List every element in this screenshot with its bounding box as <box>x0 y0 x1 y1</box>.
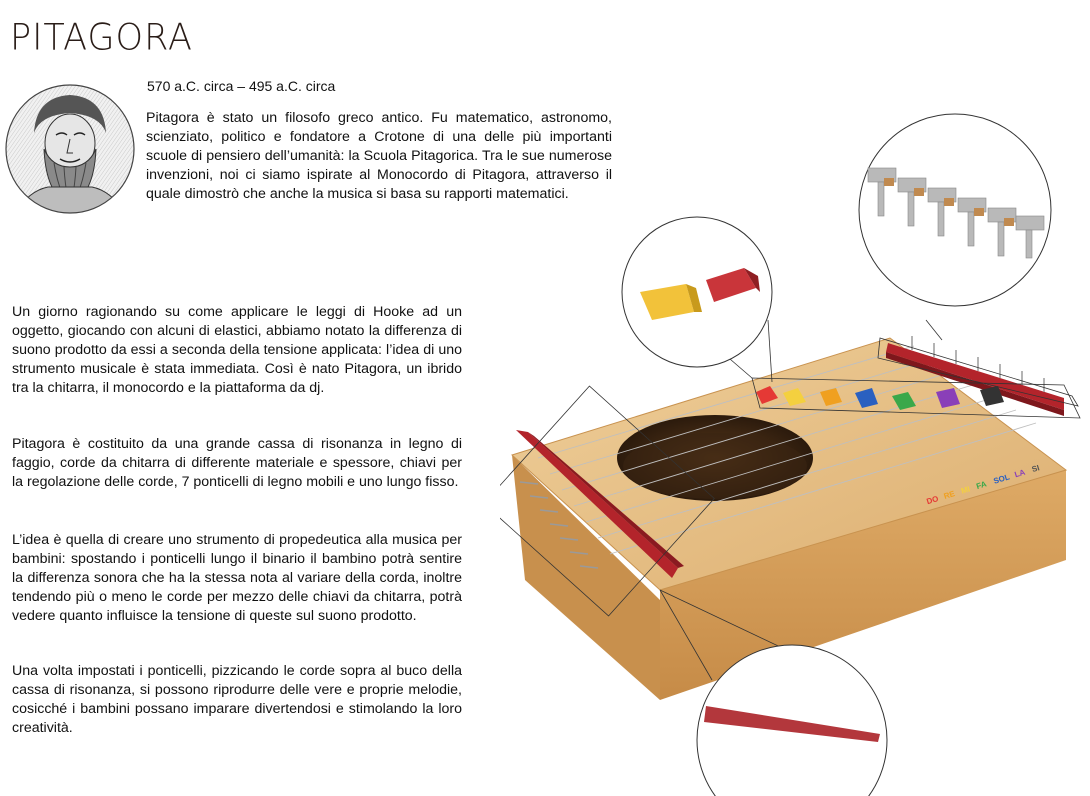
page-title: PITAGORA <box>10 17 193 59</box>
instrument-illustration <box>500 110 1090 796</box>
note-label-fa: FA <box>975 479 988 492</box>
zoom-movable-bridges <box>622 217 772 367</box>
note-label-mi: MI <box>959 484 972 496</box>
biography-text: Pitagora è stato un filosofo greco antico. Fu matematico, astronomo, scienziato, politico e fondatore a Crotone di una delle più importanti scuole di pensiero dell’umanità: la Scuola Pitagorica. Tra le sue numerose invenzioni, noi ci siamo ispirate al Monocordo di Pitagora, attraverso il quale dimostrò che anche la musica si basa su rapporti matematici. <box>146 110 612 202</box>
life-dates: 570 a.C. circa – 495 a.C. circa <box>147 78 336 94</box>
pythagoras-portrait <box>4 83 136 215</box>
paragraph-construction: Pitagora è costituito da una grande cassa di risonanza in legno di faggio, corde da chitarra di differente materiale e spessore, chiavi per la regolazione delle corde, 7 ponticelli di legno mobili e uno lungo fisso. <box>12 436 462 490</box>
paragraph-origin: Un giorno ragionando su come applicare le leggi di Hooke ad un oggetto, giocando con alcuni di elastici, abbiamo notato la differenza di suono prodotto da essi a seconda della tensione applicata: l’idea di uno strumento musicale è stata immediata. Così è nato Pitagora, un ibrido tra la chitarra, il monocordo e la piattaforma da dj. <box>12 304 462 396</box>
note-label-re: RE <box>942 489 956 501</box>
paragraph-idea: L’idea è quella di creare uno strumento di propedeutica alla musica per bambini: spostando i ponticelli lungo il binario il bambino potrà sentire la differenza sonora che ha la stessa nota al variare della corda, inoltre tendendo più o meno le corde per mezzo delle chiavi da chitarra, potrà vedere quanto influisce la tensione di queste sul suono prodotto. <box>12 532 462 624</box>
note-label-si: SI <box>1030 463 1041 475</box>
zoom-tuning-pegs <box>859 114 1051 306</box>
paragraph-melodies: Una volta impostati i ponticelli, pizzicando le corde sopra al buco della cassa di risonanza, si possono riprodurre delle vere e proprie melodie, cosicché i bambini possano imparare divertendosi e stimolando la loro creatività. <box>12 663 462 736</box>
note-label-la: LA <box>1013 467 1027 480</box>
note-label-do: DO <box>925 494 940 507</box>
note-label-sol: SOL <box>992 472 1011 486</box>
